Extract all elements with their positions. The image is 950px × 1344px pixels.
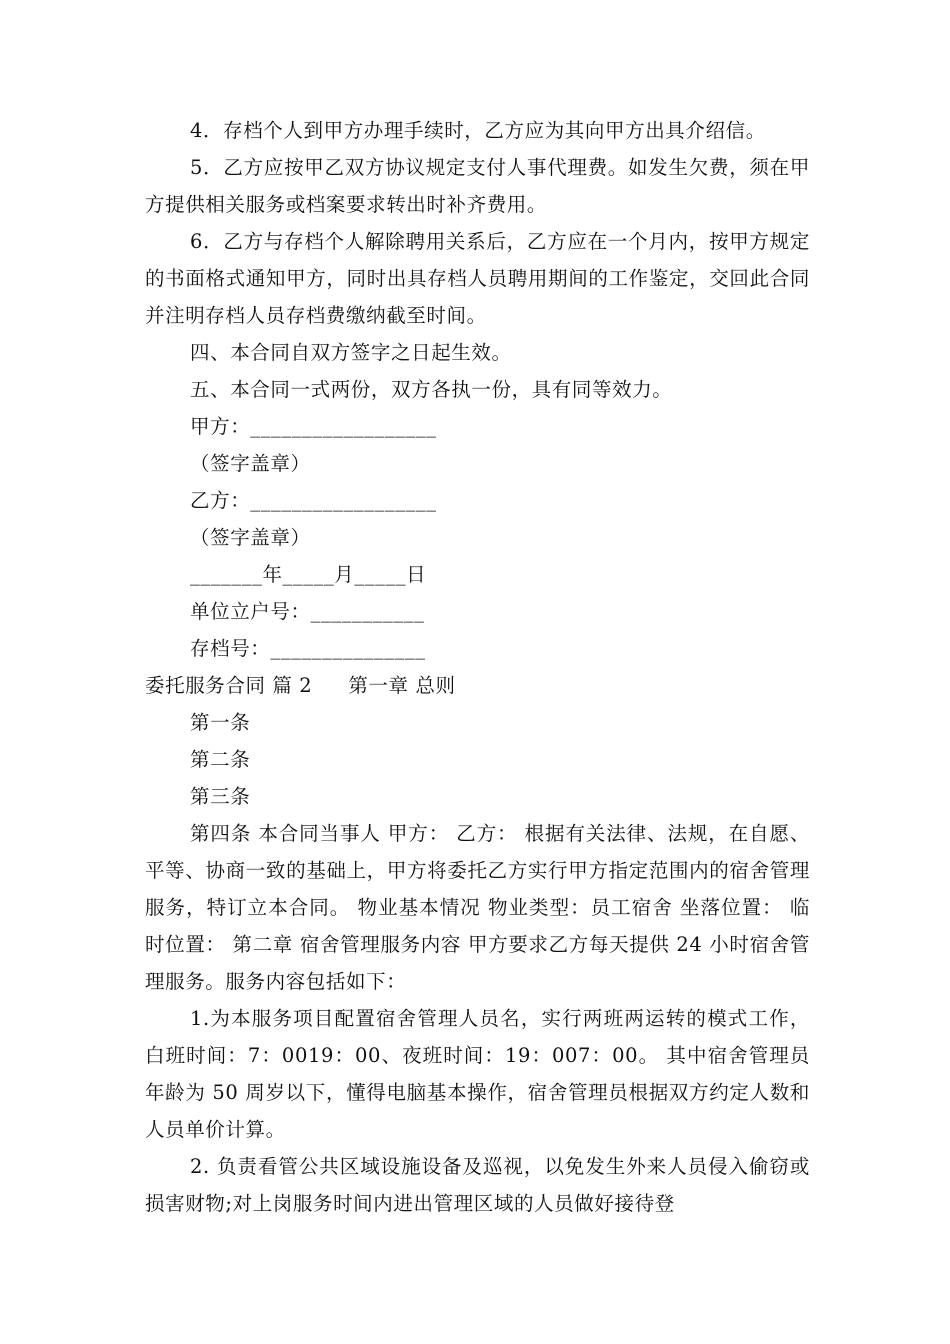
article-2: 第二条 [190,748,251,771]
clause-5: 5．乙方应按甲乙双方协议规定支付人事代理费。如发生欠费，须在甲方提供相关服务或档案要求转出时补齐费用。 [145,156,810,216]
seal-b-note: （签字盖章） [190,526,311,549]
seal-a-note: （签字盖章） [190,452,311,475]
service-item-1: 1.为本服务项目配置宿舍管理人员名，实行两班两运转的模式工作，白班时间：7：0019：00、夜班时间：19：007：00。 其中宿舍管理员年龄为 50 周岁以下，懂得电脑基本操作，宿舍管理员根据双方约定人数和人员单价计算。 [145,1007,810,1141]
article-1: 第一条 [190,711,251,734]
section-4: 四、本合同自双方签字之日起生效。 [190,341,512,364]
chapter-1-title: 第一章 总则 [348,674,456,697]
article-3: 第三条 [190,785,251,808]
part2-heading [145,667,810,704]
party-a-signature-line: 甲方：__________________ [190,415,437,438]
unit-account-line: 单位立户号：___________ [190,600,425,623]
article-4: 第四条 本合同当事人 甲方： 乙方： 根据有关法律、法规，在自愿、平等、协商一致的基础上，甲方将委托乙方实行甲方指定范围内的宿舍管理服务，特订立本合同。 物业基本情况 物业类型：员工宿舍 坐落位置： 临时位置： 第二章 宿舍管理服务内容 甲方要求乙方每天提供 24 小时宿舍管理服务。服务内容包括如下： [145,822,810,993]
party-b-signature-line: 乙方：__________________ [190,489,437,512]
part2-title: 委托服务合同 篇 2 [145,674,313,697]
section-5: 五、本合同一式两份，双方各执一份，具有同等效力。 [190,378,673,401]
archive-number-line: 存档号：_______________ [190,637,426,660]
service-item-2: 2. 负责看管公共区域设施设备及巡视，以免发生外来人员侵入偷窃或损害财物;对上岗服务时间内进出管理区域的人员做好接待登 [145,1155,810,1215]
date-line: _______年_____月_____日 [190,563,427,586]
document-page [145,112,810,1222]
clause-6: 6．乙方与存档个人解除聘用关系后，乙方应在一个月内，按甲方规定的书面格式通知甲方，同时出具存档人员聘用期间的工作鉴定，交回此合同并注明存档人员存档费缴纳截至时间。 [145,230,810,327]
clause-4: 4．存档个人到甲方办理手续时，乙方应为其向甲方出具介绍信。 [190,119,766,142]
